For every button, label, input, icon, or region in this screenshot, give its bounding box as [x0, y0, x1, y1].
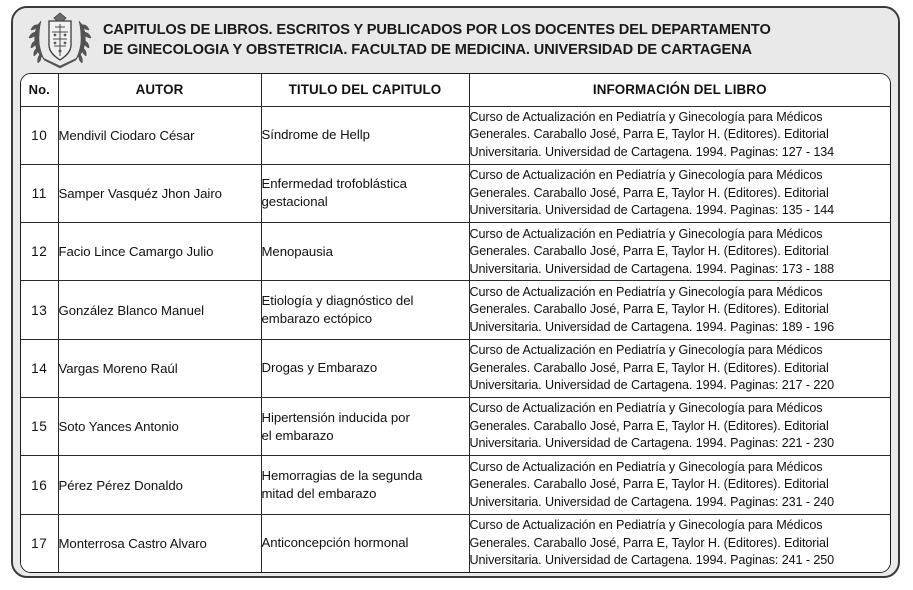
- table-row: [21, 106, 890, 164]
- chapter-title-line: Menopausia: [261, 243, 333, 259]
- cell-author: Vargas Moreno Raúl: [58, 339, 261, 397]
- column-header-no: No.: [21, 74, 58, 106]
- book-information-line: Generales. Caraballo José, Parra E, Taylor H. (Editores). Editorial: [469, 535, 829, 550]
- book-information-line: Curso de Actualización en Pediatría y Ginecología para Médicos: [469, 226, 823, 241]
- book-information-line: Generales. Caraballo José, Parra E, Taylor H. (Editores). Editorial: [469, 244, 829, 259]
- cell-chapter-title: [261, 456, 469, 514]
- chapter-title-line: Hipertensión inducida por: [261, 409, 410, 425]
- book-information-line: Generales. Caraballo José, Parra E, Taylor H. (Editores). Editorial: [469, 302, 829, 317]
- table-body: [21, 106, 890, 572]
- cell-row-number: 15: [21, 398, 58, 456]
- cell-author: Facio Lince Camargo Julio: [58, 223, 261, 281]
- chapter-title-line: mitad del embarazo: [261, 486, 377, 502]
- cell-book-information: [469, 514, 890, 572]
- cell-author: Monterrosa Castro Alvaro: [58, 514, 261, 572]
- book-information-line: Universitaria. Universidad de Cartagena. 1994. Paginas: 217 - 220: [469, 378, 835, 393]
- column-header-info: INFORMACIÓN DEL LIBRO: [469, 74, 890, 106]
- cell-row-number: 17: [21, 514, 58, 572]
- cell-author: González Blanco Manuel: [58, 281, 261, 339]
- book-information-line: Universitaria. Universidad de Cartagena. 1994. Paginas: 221 - 230: [469, 436, 835, 451]
- cell-author: Pérez Pérez Donaldo: [58, 456, 261, 514]
- cell-book-information: [469, 456, 890, 514]
- document-title-line-2: DE GINECOLOGIA Y OBSTETRICIA. FACULTAD DE MEDICINA. UNIVERSIDAD DE CARTAGENA: [103, 41, 752, 58]
- cell-book-information: [469, 281, 890, 339]
- table-row: [21, 456, 890, 514]
- cell-row-number: 11: [21, 164, 58, 222]
- cell-row-number: 16: [21, 456, 58, 514]
- cell-chapter-title: [261, 339, 469, 397]
- table-row: [21, 223, 890, 281]
- table-header-row: [21, 74, 890, 106]
- book-information-line: Universitaria. Universidad de Cartagena. 1994. Paginas: 189 - 196: [469, 319, 835, 334]
- cell-row-number: 12: [21, 223, 58, 281]
- cell-book-information: [469, 223, 890, 281]
- chapter-title-line: embarazo ectópico: [261, 311, 373, 327]
- cell-chapter-title: [261, 223, 469, 281]
- chapter-title-line: Drogas y Embarazo: [261, 360, 378, 376]
- chapter-title-line: Hemorragias de la segunda: [261, 468, 423, 484]
- chapter-title-line: Anticoncepción hormonal: [261, 535, 409, 551]
- column-header-titulo: TITULO DEL CAPITULO: [261, 74, 469, 106]
- table-row: [21, 514, 890, 572]
- book-information-line: Generales. Caraballo José, Parra E, Taylor H. (Editores). Editorial: [469, 418, 829, 433]
- cell-author: Soto Yances Antonio: [58, 398, 261, 456]
- cell-book-information: [469, 398, 890, 456]
- book-information-line: Generales. Caraballo José, Parra E, Taylor H. (Editores). Editorial: [469, 185, 829, 200]
- cell-chapter-title: [261, 514, 469, 572]
- cell-row-number: 14: [21, 339, 58, 397]
- book-information-line: Universitaria. Universidad de Cartagena. 1994. Paginas: 231 - 240: [469, 494, 835, 509]
- cell-author: Mendivil Ciodaro César: [58, 106, 261, 164]
- book-information-line: Curso de Actualización en Pediatría y Ginecología para Médicos: [469, 518, 823, 533]
- cell-chapter-title: [261, 106, 469, 164]
- book-information-line: Curso de Actualización en Pediatría y Ginecología para Médicos: [469, 284, 823, 299]
- document-header-banner: [13, 8, 898, 71]
- cell-book-information: [469, 164, 890, 222]
- book-information-line: Universitaria. Universidad de Cartagena. 1994. Paginas: 241 - 250: [469, 553, 835, 568]
- book-information-line: Universitaria. Universidad de Cartagena. 1994. Paginas: 173 - 188: [469, 261, 835, 276]
- university-crest-icon: [27, 11, 93, 69]
- chapter-title-line: Enfermedad trofoblástica: [261, 176, 407, 192]
- cell-row-number: 13: [21, 281, 58, 339]
- table-row: [21, 281, 890, 339]
- cell-chapter-title: [261, 398, 469, 456]
- cell-chapter-title: [261, 164, 469, 222]
- book-chapters-table-container: [20, 73, 891, 573]
- book-information-line: Curso de Actualización en Pediatría y Ginecología para Médicos: [469, 168, 823, 183]
- cell-row-number: 10: [21, 106, 58, 164]
- book-information-line: Curso de Actualización en Pediatría y Ginecología para Médicos: [469, 459, 823, 474]
- chapter-title-line: el embarazo: [261, 427, 334, 443]
- chapter-title-line: gestacional: [261, 194, 328, 210]
- book-information-line: Curso de Actualización en Pediatría y Ginecología para Médicos: [469, 109, 823, 124]
- chapter-title-line: Síndrome de Hellp: [261, 127, 370, 143]
- cell-author: Samper Vasquéz Jhon Jairo: [58, 164, 261, 222]
- document-frame: [11, 6, 900, 578]
- book-information-line: Generales. Caraballo José, Parra E, Taylor H. (Editores). Editorial: [469, 477, 829, 492]
- book-information-line: Universitaria. Universidad de Cartagena. 1994. Paginas: 127 - 134: [469, 144, 835, 159]
- table-row: [21, 398, 890, 456]
- book-chapters-table: [21, 74, 890, 572]
- cell-book-information: [469, 339, 890, 397]
- book-information-line: Universitaria. Universidad de Cartagena. 1994. Paginas: 135 - 144: [469, 203, 835, 218]
- document-title-line-1: CAPITULOS DE LIBROS. ESCRITOS Y PUBLICADOS POR LOS DOCENTES DEL DEPARTAMENTO: [103, 21, 771, 38]
- cell-chapter-title: [261, 281, 469, 339]
- book-information-line: Generales. Caraballo José, Parra E, Taylor H. (Editores). Editorial: [469, 360, 829, 375]
- book-information-line: Curso de Actualización en Pediatría y Ginecología para Médicos: [469, 401, 823, 416]
- cell-book-information: [469, 106, 890, 164]
- book-information-line: Curso de Actualización en Pediatría y Ginecología para Médicos: [469, 343, 823, 358]
- document-title: [101, 20, 898, 60]
- chapter-title-line: Etiología y diagnóstico del: [261, 293, 414, 309]
- book-information-line: Generales. Caraballo José, Parra E, Taylor H. (Editores). Editorial: [469, 127, 829, 142]
- table-row: [21, 339, 890, 397]
- column-header-autor: AUTOR: [58, 74, 261, 106]
- table-row: [21, 164, 890, 222]
